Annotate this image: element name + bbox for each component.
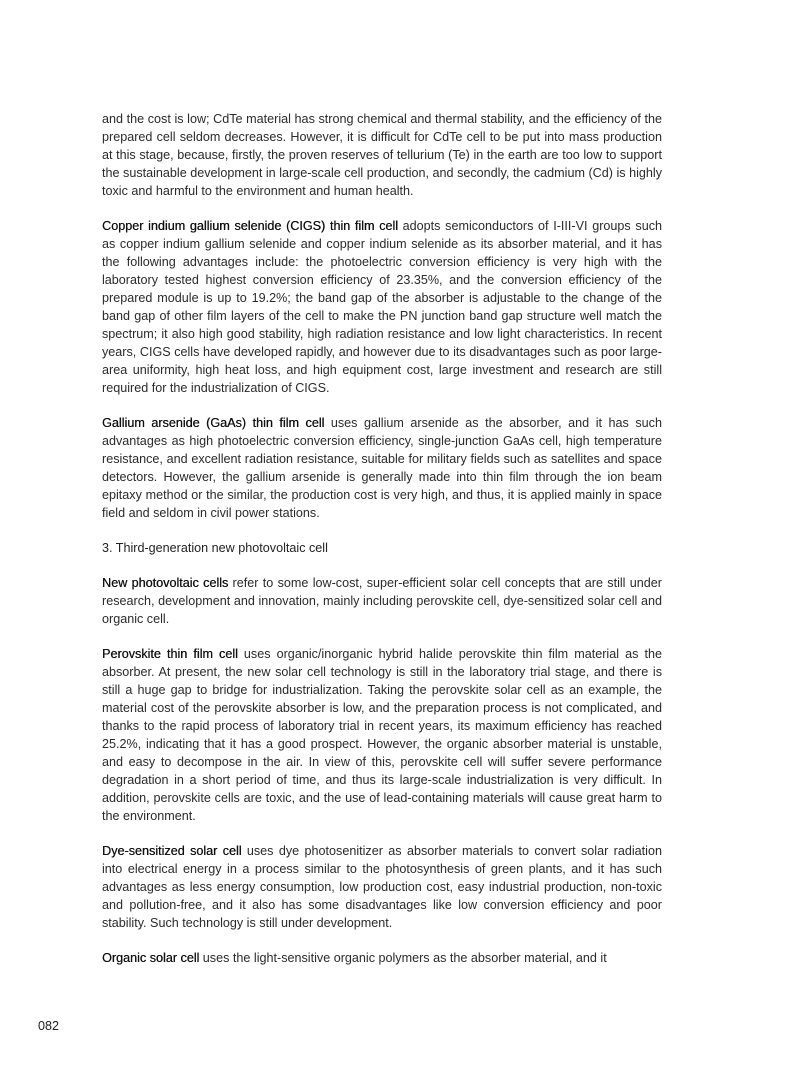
paragraph-text: uses dye photosenitizer as absorber materials to convert solar radiation into electrical energy in a process similar to the photosynthesis of green plants, and it has such advantages as less energy consumption, low production cost, easy industrial production, non-toxic and pollution-free, and it also has some disadvantages like low conversion efficiency and poor stability. Such technology is still under development. [102, 844, 662, 930]
paragraph-gaas [102, 414, 662, 522]
paragraph-dye-sensitized [102, 842, 662, 932]
paragraph-text: uses organic/inorganic hybrid halide perovskite thin film material as the absorber. At present, the new solar cell technology is still in the laboratory trial stage, and there is still a huge gap to bridge for industrialization. Taking the perovskite solar cell as an example, the material cost of the perovskite absorber is low, and the preparation process is not complicated, and thanks to the rapid process of laboratory trial in recent years, its maximum efficiency has reached 25.2%, indicating that it has a good prospect. However, the organic absorber material is unstable, and easy to decompose in the air. In view of this, perovskite cell will suffer severe performance degradation in a short period of time, and thus its large-scale industrialization is very difficult. In addition, perovskite cells are toxic, and the use of lead-containing materials will cause great harm to the environment. [102, 647, 662, 823]
paragraph-lead: Dye-sensitized solar cell [102, 844, 242, 858]
paragraph-cdte-continuation [102, 110, 662, 200]
page-content [102, 110, 662, 984]
paragraph-text: uses the light-sensitive organic polymers as the absorber material, and it [199, 951, 607, 965]
paragraph-text: and the cost is low; CdTe material has strong chemical and thermal stability, and the efficiency of the prepared cell seldom decreases. However, it is difficult for CdTe cell to be put into mass production at this stage, because, firstly, the proven reserves of tellurium (Te) in the earth are too low to support the sustainable development in large-scale cell production, and secondly, the cadmium (Cd) is highly toxic and harmful to the environment and human health. [102, 112, 662, 198]
paragraph-cigs [102, 217, 662, 397]
paragraph-lead: New photovoltaic cells [102, 576, 229, 590]
paragraph-lead: Gallium arsenide (GaAs) thin film cell [102, 416, 325, 430]
paragraph-lead: Perovskite thin film cell [102, 647, 238, 661]
paragraph-lead: Organic solar cell [102, 951, 200, 965]
section-heading: 3. Third-generation new photovoltaic cell [102, 541, 328, 555]
paragraph-text: adopts semiconductors of I-III-VI groups such as copper indium gallium selenide and copper indium selenide as its absorber material, and it has the following advantages include: the photoelectric conversion efficiency is very high with the laboratory tested highest conversion efficiency of 23.35%, and the conversion efficiency of the prepared module is up to 19.2%; the band gap of the absorber is adjustable to the change of the band gap of other film layers of the cell to make the PN junction band gap structure well match the spectrum; it also high good stability, high radiation resistance and low light characteristics. In recent years, CIGS cells have developed rapidly, and however due to its disadvantages such as poor large-area uniformity, high heat loss, and high equipment cost, large investment and research are still required for the industrialization of CIGS. [102, 219, 662, 395]
paragraph-text: uses gallium arsenide as the absorber, and it has such advantages as high photoelectric conversion efficiency, single-junction GaAs cell, high temperature resistance, and excellent radiation resistance, suitable for military fields such as satellites and space detectors. However, the gallium arsenide is generally made into thin film through the ion beam epitaxy method or the similar, the production cost is very high, and thus, it is applied mainly in space field and seldom in civil power stations. [102, 416, 662, 520]
paragraph-lead: Copper indium gallium selenide (CIGS) thin film cell [102, 219, 398, 233]
paragraph-perovskite [102, 645, 662, 825]
paragraph-new-pv [102, 574, 662, 628]
paragraph-text: refer to some low-cost, super-efficient solar cell concepts that are still under research, development and innovation, mainly including perovskite cell, dye-sensitized solar cell and organic cell. [102, 576, 662, 626]
paragraph-organic [102, 949, 662, 967]
page-number: 082 [38, 1019, 60, 1033]
